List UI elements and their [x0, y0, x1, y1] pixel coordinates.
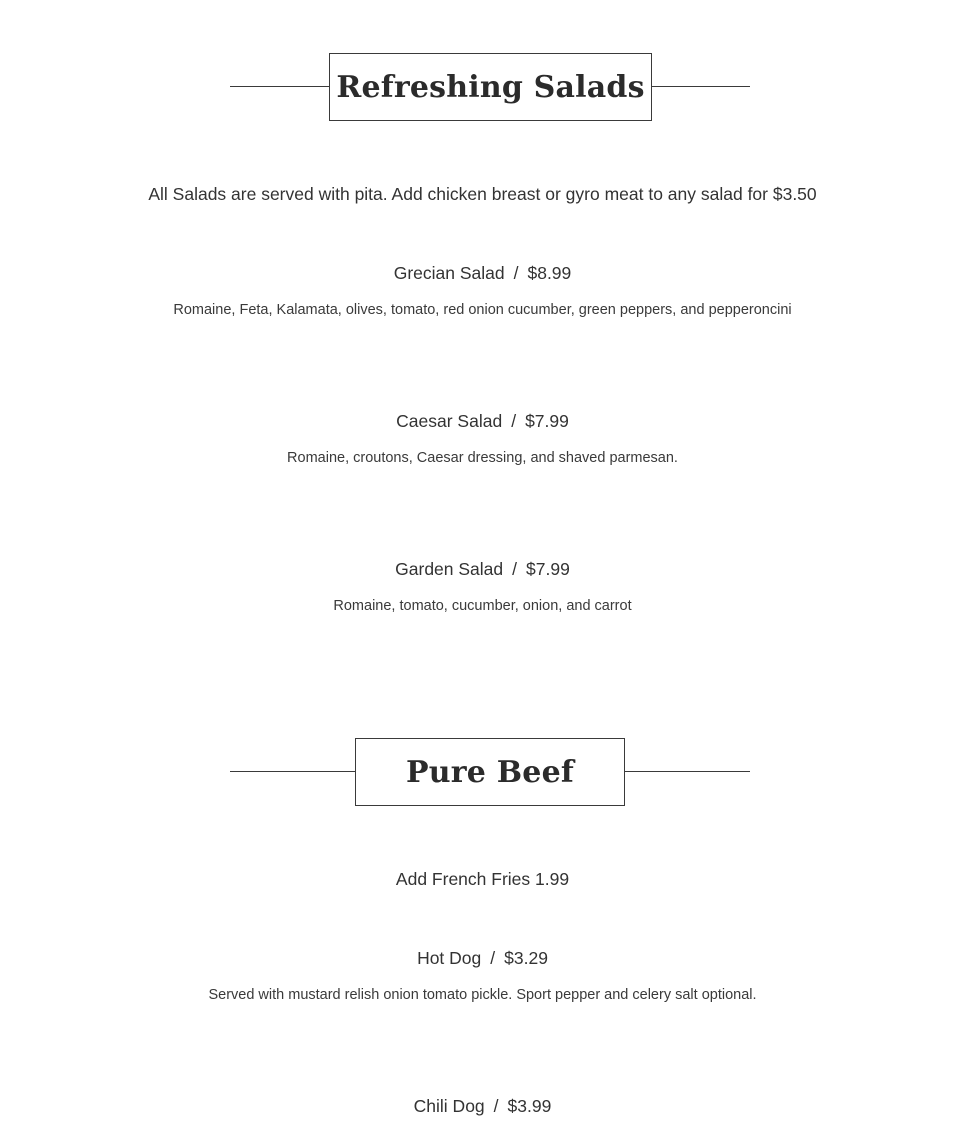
price-separator: /: [511, 411, 517, 431]
price-separator: /: [490, 948, 496, 968]
menu-item-name: Garden Salad: [395, 559, 504, 579]
menu-item-description: Served with mustard relish onion tomato pickle. Sport pepper and celery salt optional.: [208, 987, 757, 1003]
menu-item-price: $8.99: [527, 263, 572, 283]
section-header-salads: [0, 53, 965, 121]
menu-item-title: [0, 559, 965, 580]
menu-item-title: [0, 411, 965, 432]
menu-item-title: [0, 1096, 965, 1117]
menu-item-price: $3.29: [504, 948, 548, 968]
menu-item-title: [0, 948, 965, 969]
menu-item-description: Romaine, Feta, Kalamata, olives, tomato, red onion cucumber, green peppers, and pepperoncini: [173, 302, 792, 318]
price-separator: /: [493, 1096, 499, 1116]
section-intro: Add French Fries 1.99: [395, 869, 570, 889]
header-rule-right: [651, 86, 750, 87]
menu-item-price: $7.99: [525, 411, 569, 431]
menu-item-name: Hot Dog: [417, 948, 482, 968]
menu-item-name: Chili Dog: [413, 1096, 485, 1116]
price-separator: /: [513, 263, 519, 283]
section-title-box: [329, 53, 652, 121]
menu-item-price: $7.99: [526, 559, 570, 579]
section-title: Refreshing Salads: [336, 69, 645, 105]
header-rule-right: [624, 771, 750, 772]
menu-item-description: Romaine, tomato, cucumber, onion, and carrot: [333, 598, 632, 614]
menu-item-name: Caesar Salad: [396, 411, 503, 431]
header-rule-left: [230, 771, 356, 772]
price-separator: /: [512, 559, 518, 579]
menu-item-title: [0, 263, 965, 284]
header-rule-left: [230, 86, 330, 87]
section-title-box: [355, 738, 625, 806]
section-header-beef: [0, 738, 965, 806]
section-intro: All Salads are served with pita. Add chicken breast or gyro meat to any salad for $3.50: [148, 184, 817, 204]
menu-item-description: Romaine, croutons, Caesar dressing, and shaved parmesan.: [287, 450, 678, 466]
section-title: Pure Beef: [406, 754, 574, 790]
menu-item-price: $3.99: [507, 1096, 552, 1116]
menu-item-name: Grecian Salad: [393, 263, 505, 283]
